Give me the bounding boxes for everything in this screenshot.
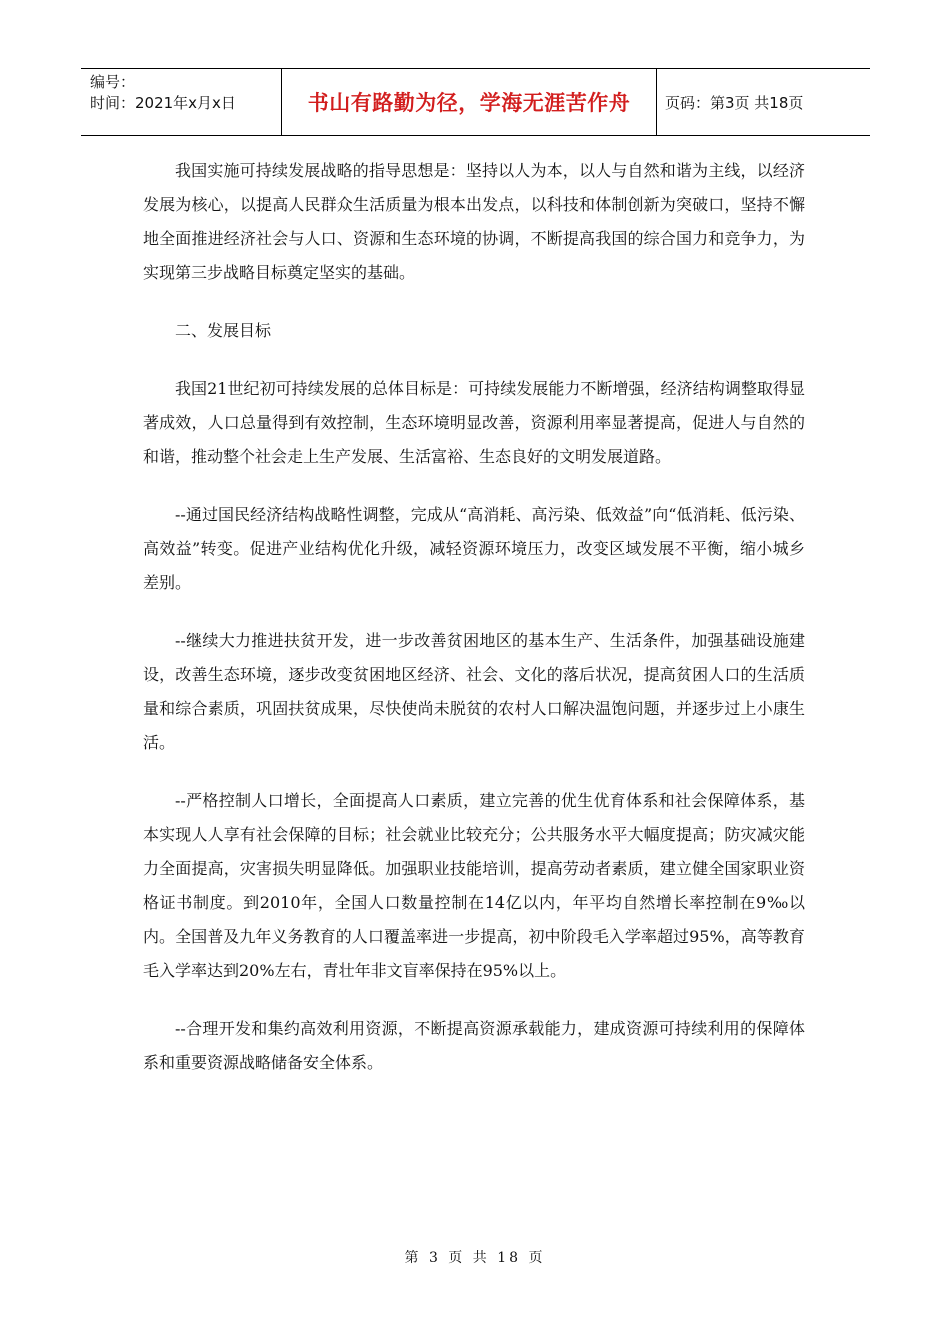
paragraph-resource-use: --合理开发和集约高效利用资源，不断提高资源承载能力，建成资源可持续利用的保障体系和重要资源战略储备安全体系。: [143, 1019, 805, 1072]
document-number-label: 编号：: [90, 73, 136, 91]
document-body: [143, 154, 805, 1104]
header-motto: 书山有路勤为径，学海无涯苦作舟: [307, 91, 631, 115]
document-date: 时间：2021年x月x日: [90, 94, 236, 112]
page-footer: 第 3 页 共 18 页: [404, 1250, 546, 1266]
paragraph-economic-structure: --通过国民经济结构战略性调整，完成从“高消耗、高污染、低效益”向“低消耗、低污染、高效益”转变。促进产业结构优化升级，减轻资源环境压力，改变区域发展不平衡，缩小城乡差别。: [143, 505, 805, 592]
section-heading-goals: 二、发展目标: [175, 321, 272, 340]
header-page-cell: [657, 69, 870, 135]
header-page-number: 页码：第3页 共18页: [665, 93, 804, 112]
paragraph-poverty-alleviation: --继续大力推进扶贫开发，进一步改善贫困地区的基本生产、生活条件，加强基础设施建设，改善生态环境，逐步改变贫困地区经济、社会、文化的落后状况，提高贫困人口的生活质量和综合素质，巩固扶贫成果，尽快使尚未脱贫的农村人口解决温饱问题，并逐步过上小康生活。: [143, 631, 805, 752]
header-meta: [81, 69, 282, 135]
paragraph-population-control: --严格控制人口增长，全面提高人口素质，建立完善的优生优育体系和社会保障体系，基本实现人人享有社会保障的目标；社会就业比较充分；公共服务水平大幅度提高；防灾减灾能力全面提高，灾害损失明显降低。加强职业技能培训，提高劳动者素质，建立健全国家职业资格证书制度。到2010年，全国人口数量控制在14亿以内，年平均自然增长率控制在9‰以内。全国普及九年义务教育的人口覆盖率进一步提高，初中阶段毛入学率超过95%，高等教育毛入学率达到20%左右，青壮年非文盲率保持在95%以上。: [143, 791, 805, 980]
page-header: [81, 68, 870, 136]
paragraph-overall-goal: 我国21世纪初可持续发展的总体目标是：可持续发展能力不断增强，经济结构调整取得显著成效，人口总量得到有效控制，生态环境明显改善，资源利用率显著提高，促进人与自然的和谐，推动整个社会走上生产发展、生活富裕、生态良好的文明发展道路。: [143, 379, 805, 466]
paragraph-guiding-principle: 我国实施可持续发展战略的指导思想是：坚持以人为本，以人与自然和谐为主线，以经济发展为核心，以提高人民群众生活质量为根本出发点，以科技和体制创新为突破口，坚持不懈地全面推进经济社会与人口、资源和生态环境的协调，不断提高我国的综合国力和竞争力，为实现第三步战略目标奠定坚实的基础。: [143, 161, 805, 282]
header-motto-cell: [282, 69, 657, 135]
